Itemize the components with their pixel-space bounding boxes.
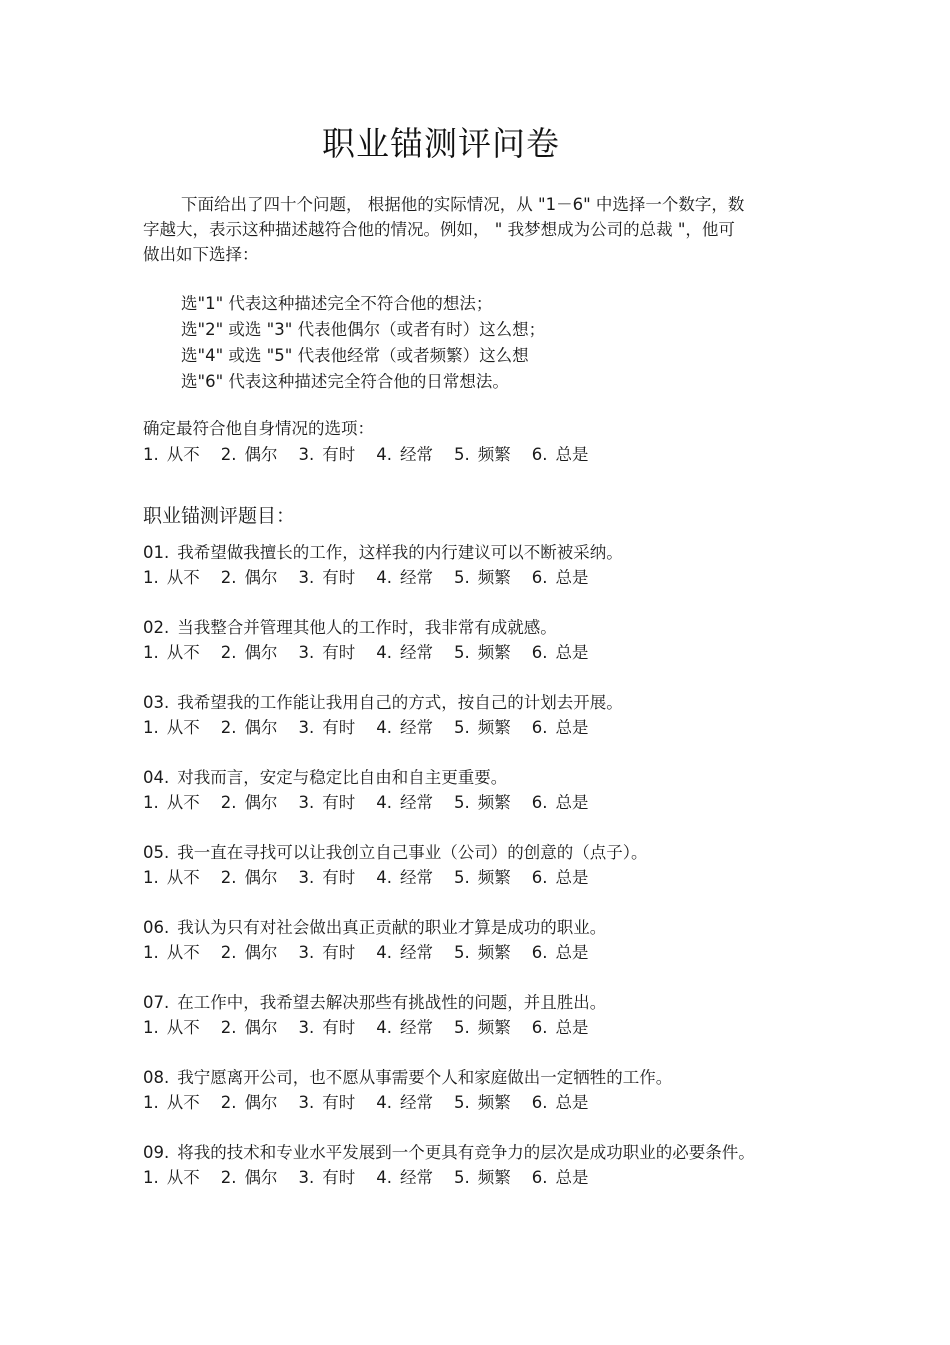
scale-option[interactable] [376, 1165, 433, 1191]
scale-option[interactable] [221, 442, 278, 468]
rating-scale [143, 1165, 813, 1191]
scale-option-label: 偶尔 [244, 445, 278, 464]
scale-option-label: 经常 [400, 1168, 433, 1187]
choice-item: 选"6" 代表这种描述完全符合他的日常想法。 [181, 372, 509, 391]
scale-option-label: 偶尔 [244, 793, 278, 812]
scale-option[interactable] [143, 1090, 200, 1116]
scale-option-label: 频繁 [477, 718, 511, 737]
scale-option[interactable] [299, 940, 356, 966]
scale-option-number: 1. [143, 718, 159, 737]
scale-option-label: 从不 [166, 643, 200, 662]
question-body: 我希望做我擅长的工作，这样我的内行建议可以不断被采纳。 [177, 543, 623, 562]
scale-option[interactable] [143, 790, 200, 816]
scale-option-number: 6. [531, 1168, 548, 1187]
scale-option-number: 1. [143, 568, 159, 587]
scale-option[interactable] [221, 790, 278, 816]
scale-option-label: 频繁 [477, 868, 511, 887]
scale-option-number: 5. [454, 1018, 470, 1037]
scale-option-label: 有时 [322, 868, 356, 887]
section-heading: 职业锚测评题目： [143, 505, 296, 527]
scale-option-label: 频繁 [477, 568, 511, 587]
question-text [143, 540, 763, 565]
scale-option-number: 3. [298, 643, 315, 662]
scale-option-number: 3. [298, 1018, 315, 1037]
scale-option-label: 总是 [555, 793, 589, 812]
scale-option[interactable] [221, 565, 278, 591]
question-number: 02. [143, 618, 170, 637]
page-title: 职业锚测评问卷 [322, 124, 560, 163]
rating-scale [143, 442, 589, 468]
scale-option[interactable] [221, 940, 278, 966]
scale-option[interactable] [532, 715, 589, 741]
scale-option-number: 6. [531, 943, 548, 962]
scale-option-label: 有时 [322, 1093, 356, 1112]
scale-option[interactable] [221, 1090, 278, 1116]
scale-option-label: 总是 [555, 1093, 589, 1112]
scale-option-number: 5. [454, 643, 470, 662]
scale-option-number: 2. [220, 868, 237, 887]
question-text [143, 915, 763, 940]
scale-option[interactable] [376, 715, 433, 741]
scale-option[interactable] [299, 1015, 356, 1041]
scale-option[interactable] [376, 940, 433, 966]
question-number: 01. [143, 543, 170, 562]
question-number: 03. [143, 693, 170, 712]
question-body: 在工作中，我希望去解决那些有挑战性的问题，并且胜出。 [177, 993, 607, 1012]
question-body: 将我的技术和专业水平发展到一个更具有竞争力的层次是成功职业的必要条件。 [177, 1143, 755, 1162]
confirm-block [143, 416, 589, 468]
scale-option-label: 频繁 [477, 1093, 511, 1112]
scale-option-number: 3. [298, 445, 315, 464]
scale-option-number: 6. [531, 868, 548, 887]
scale-option-number: 5. [454, 793, 470, 812]
scale-option-label: 经常 [400, 718, 433, 737]
scale-option-number: 3. [298, 1093, 315, 1112]
scale-option[interactable] [532, 442, 589, 468]
scale-option-number: 4. [376, 868, 392, 887]
scale-option[interactable] [143, 715, 200, 741]
question-item [143, 690, 813, 765]
scale-option-number: 2. [220, 943, 237, 962]
scale-option-label: 偶尔 [244, 1168, 278, 1187]
scale-option[interactable] [454, 1015, 511, 1041]
question-body: 我一直在寻找可以让我创立自己事业（公司）的创意的（点子）。 [177, 843, 648, 862]
scale-option-number: 5. [454, 568, 470, 587]
scale-option-number: 6. [531, 1018, 548, 1037]
scale-option[interactable] [221, 1015, 278, 1041]
question-number: 07. [143, 993, 170, 1012]
scale-option[interactable] [376, 865, 433, 891]
scale-option[interactable] [376, 565, 433, 591]
scale-option-number: 1. [143, 868, 159, 887]
rating-scale [143, 940, 813, 966]
scale-option[interactable] [143, 1015, 200, 1041]
scale-option-number: 1. [143, 1018, 159, 1037]
scale-option-number: 4. [376, 1168, 392, 1187]
scale-option[interactable] [221, 715, 278, 741]
scale-option-number: 6. [531, 568, 548, 587]
rating-scale [143, 790, 813, 816]
question-text [143, 615, 763, 640]
scale-option[interactable] [221, 865, 278, 891]
scale-option[interactable] [143, 865, 200, 891]
scale-option[interactable] [299, 715, 356, 741]
scale-option[interactable] [376, 790, 433, 816]
intro-line: 做出如下选择： [143, 245, 259, 264]
scale-option[interactable] [454, 565, 511, 591]
scale-option-label: 有时 [322, 643, 356, 662]
question-item [143, 1065, 813, 1140]
scale-option[interactable] [143, 940, 200, 966]
scale-option-label: 总是 [555, 643, 589, 662]
scale-option-number: 2. [220, 793, 237, 812]
rating-scale [143, 1015, 813, 1041]
scale-option[interactable] [532, 790, 589, 816]
scale-option-number: 2. [220, 445, 237, 464]
scale-option-label: 有时 [322, 943, 356, 962]
scale-option-number: 1. [143, 445, 159, 464]
scale-option-label: 有时 [322, 793, 356, 812]
scale-option[interactable] [299, 1090, 356, 1116]
question-number: 09. [143, 1143, 170, 1162]
scale-option-label: 经常 [400, 568, 433, 587]
scale-option[interactable] [454, 715, 511, 741]
scale-option-label: 频繁 [477, 1168, 511, 1187]
scale-option-number: 4. [376, 643, 392, 662]
scale-option[interactable] [532, 1090, 589, 1116]
scale-option[interactable] [454, 940, 511, 966]
scale-option[interactable] [532, 1015, 589, 1041]
scale-option-label: 从不 [166, 793, 200, 812]
question-item [143, 1140, 813, 1240]
scale-option-number: 2. [220, 1168, 237, 1187]
scale-option-number: 4. [376, 943, 392, 962]
scale-option[interactable] [299, 442, 356, 468]
scale-option-label: 频繁 [477, 943, 511, 962]
scale-option-label: 有时 [322, 1018, 356, 1037]
scale-option-label: 有时 [322, 1168, 356, 1187]
scale-option[interactable] [532, 640, 589, 666]
rating-scale [143, 1090, 813, 1116]
scale-option-label: 频繁 [477, 1018, 511, 1037]
scale-option-number: 2. [220, 1093, 237, 1112]
scale-option-label: 总是 [555, 718, 589, 737]
scale-option-label: 偶尔 [244, 943, 278, 962]
question-number: 06. [143, 918, 170, 937]
scale-option-label: 经常 [400, 445, 433, 464]
intro-paragraph [143, 192, 805, 267]
scale-option-label: 偶尔 [244, 868, 278, 887]
scale-option-label: 有时 [322, 718, 356, 737]
scale-option[interactable] [532, 565, 589, 591]
question-number: 05. [143, 843, 170, 862]
scale-option-number: 5. [454, 943, 470, 962]
scale-option[interactable] [454, 442, 511, 468]
scale-option-label: 经常 [400, 1018, 433, 1037]
scale-option-label: 从不 [166, 1168, 200, 1187]
scale-option-label: 总是 [555, 943, 589, 962]
scale-option-label: 偶尔 [244, 1018, 278, 1037]
scale-option-label: 从不 [166, 445, 200, 464]
question-body: 我认为只有对社会做出真正贡献的职业才算是成功的职业。 [177, 918, 607, 937]
scale-option-label: 经常 [400, 793, 433, 812]
question-item [143, 915, 813, 990]
scale-option-number: 4. [376, 1018, 392, 1037]
scale-option[interactable] [299, 865, 356, 891]
scale-option-label: 经常 [400, 943, 433, 962]
scale-option-number: 5. [454, 1168, 470, 1187]
scale-option-label: 频繁 [477, 793, 511, 812]
scale-option[interactable] [299, 565, 356, 591]
scale-option-label: 从不 [166, 1093, 200, 1112]
scale-option-number: 1. [143, 643, 159, 662]
scale-option-number: 6. [531, 718, 548, 737]
choice-item: 选"2" 或选 "3" 代表他偶尔（或者有时）这么想； [181, 320, 546, 339]
scale-option-label: 有时 [322, 568, 356, 587]
question-item [143, 615, 813, 690]
scale-option-number: 3. [298, 1168, 315, 1187]
scale-option[interactable] [454, 1090, 511, 1116]
scale-option[interactable] [454, 790, 511, 816]
scale-option-label: 经常 [400, 868, 433, 887]
confirm-label: 确定最符合他自身情况的选项： [143, 419, 374, 438]
scale-option[interactable] [532, 1165, 589, 1191]
scale-option-number: 4. [376, 568, 392, 587]
question-text [143, 1140, 763, 1165]
choice-item: 选"1" 代表这种描述完全不符合他的想法； [181, 294, 493, 313]
scale-option[interactable] [221, 1165, 278, 1191]
scale-option-number: 2. [220, 643, 237, 662]
scale-option-label: 经常 [400, 643, 433, 662]
scale-option-number: 6. [531, 1093, 548, 1112]
scale-option[interactable] [376, 1090, 433, 1116]
scale-option-label: 偶尔 [244, 1093, 278, 1112]
scale-option[interactable] [143, 640, 200, 666]
scale-option[interactable] [532, 865, 589, 891]
question-text [143, 990, 763, 1015]
scale-option-number: 6. [531, 643, 548, 662]
question-text [143, 840, 763, 865]
scale-option-number: 2. [220, 1018, 237, 1037]
scale-option[interactable] [454, 1165, 511, 1191]
question-number: 04. [143, 768, 170, 787]
question-text [143, 765, 763, 790]
scale-option-number: 6. [531, 445, 548, 464]
rating-scale [143, 865, 813, 891]
scale-option-label: 偶尔 [244, 568, 278, 587]
scale-option[interactable] [143, 442, 200, 468]
scale-option-label: 从不 [166, 568, 200, 587]
scale-option-label: 从不 [166, 868, 200, 887]
scale-option[interactable] [143, 565, 200, 591]
scale-option-number: 5. [454, 1093, 470, 1112]
scale-option-label: 总是 [555, 868, 589, 887]
scale-option[interactable] [376, 1015, 433, 1041]
scale-option-label: 总是 [555, 1168, 589, 1187]
scale-option-number: 3. [298, 718, 315, 737]
choice-explanations [181, 291, 545, 395]
question-body: 对我而言，安定与稳定比自由和自主更重要。 [177, 768, 508, 787]
scale-option[interactable] [376, 640, 433, 666]
question-list [143, 540, 813, 1240]
scale-option-number: 3. [298, 793, 315, 812]
scale-option[interactable] [532, 940, 589, 966]
scale-option-label: 总是 [555, 568, 589, 587]
rating-scale [143, 640, 813, 666]
scale-option[interactable] [454, 640, 511, 666]
scale-option-number: 1. [143, 1093, 159, 1112]
scale-option[interactable] [299, 790, 356, 816]
scale-option-number: 3. [298, 943, 315, 962]
question-number: 08. [143, 1068, 170, 1087]
scale-option-label: 频繁 [477, 643, 511, 662]
scale-option-number: 3. [298, 568, 315, 587]
rating-scale [143, 565, 813, 591]
scale-option-label: 从不 [166, 1018, 200, 1037]
question-item [143, 990, 813, 1065]
scale-option-number: 1. [143, 1168, 159, 1187]
scale-option-number: 1. [143, 793, 159, 812]
scale-option-number: 4. [376, 445, 392, 464]
question-text [143, 1065, 763, 1090]
scale-option-label: 从不 [166, 718, 200, 737]
scale-option-label: 有时 [322, 445, 356, 464]
scale-option[interactable] [454, 865, 511, 891]
scale-option[interactable] [221, 640, 278, 666]
scale-option[interactable] [299, 640, 356, 666]
scale-option-number: 5. [454, 868, 470, 887]
question-item [143, 540, 813, 615]
choice-item: 选"4" 或选 "5" 代表他经常（或者频繁）这么想 [181, 346, 529, 365]
scale-option-label: 总是 [555, 445, 589, 464]
scale-option-label: 从不 [166, 943, 200, 962]
question-item [143, 840, 813, 915]
scale-option-number: 2. [220, 568, 237, 587]
scale-option-label: 偶尔 [244, 718, 278, 737]
intro-line: 下面给出了四十个问题， 根据他的实际情况，从 "1－6" 中选择一个数字，数 [181, 195, 745, 214]
scale-option-number: 5. [454, 445, 470, 464]
scale-option-number: 3. [298, 868, 315, 887]
scale-option[interactable] [376, 442, 433, 468]
question-body: 我宁愿离开公司，也不愿从事需要个人和家庭做出一定牺牲的工作。 [177, 1068, 673, 1087]
scale-option-label: 偶尔 [244, 643, 278, 662]
question-body: 当我整合并管理其他人的工作时，我非常有成就感。 [177, 618, 557, 637]
rating-scale [143, 715, 813, 741]
scale-option-number: 1. [143, 943, 159, 962]
question-text [143, 690, 763, 715]
scale-option[interactable] [143, 1165, 200, 1191]
scale-option-number: 5. [454, 718, 470, 737]
scale-option-number: 4. [376, 793, 392, 812]
scale-option-label: 频繁 [477, 445, 511, 464]
question-body: 我希望我的工作能让我用自己的方式，按自己的计划去开展。 [177, 693, 623, 712]
scale-option[interactable] [299, 1165, 356, 1191]
scale-option-label: 总是 [555, 1018, 589, 1037]
intro-line: 字越大，表示这种描述越符合他的情况。例如， " 我梦想成为公司的总裁 "，他可 [143, 220, 735, 239]
question-item [143, 765, 813, 840]
scale-option-number: 2. [220, 718, 237, 737]
scale-option-number: 6. [531, 793, 548, 812]
scale-option-label: 经常 [400, 1093, 433, 1112]
scale-option-number: 4. [376, 718, 392, 737]
scale-option-number: 4. [376, 1093, 392, 1112]
